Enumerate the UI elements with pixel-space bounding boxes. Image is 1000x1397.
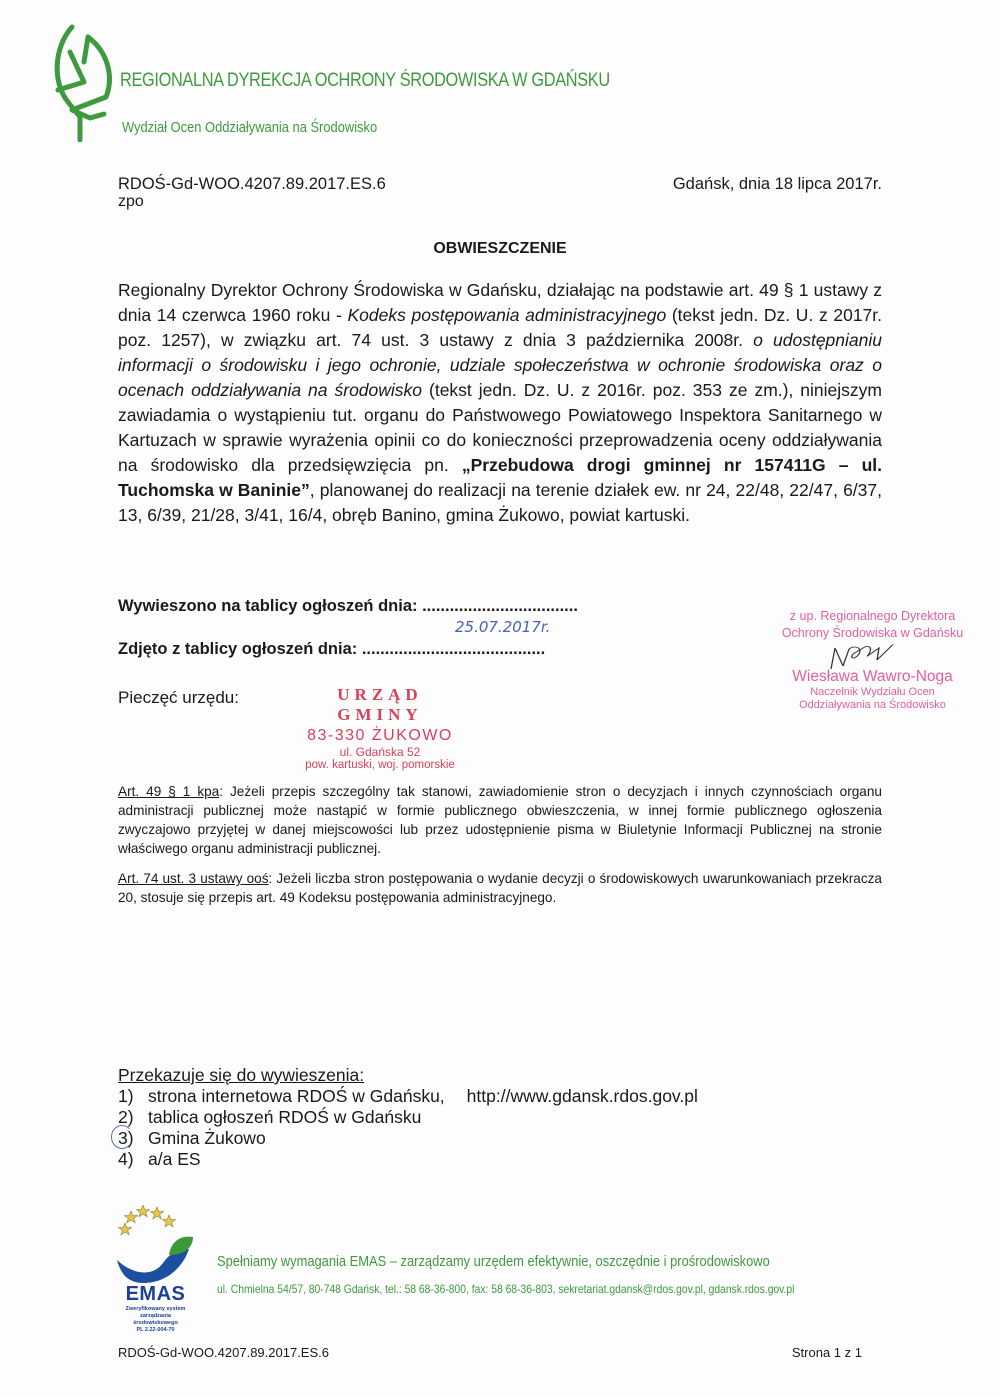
office-stamp-line3: ul. Gdańska 52 <box>339 745 421 759</box>
distribution-item <box>118 1086 698 1107</box>
emas-badge <box>113 1283 198 1334</box>
distribution-item <box>118 1149 698 1170</box>
body-italic-kpa: Kodeks postępowania administracyjnego <box>347 305 667 325</box>
distribution-item <box>118 1128 698 1149</box>
distribution-item <box>118 1107 698 1128</box>
body-text-3: (tekst jedn. Dz. U. z 2016r. poz. 353 ze zm.), niniejszym zawiadamia o wystąpieniu tut. organu do Państwowego Powiatowego Inspektora Sanitarnego w Kartuzach w sprawie wyrażenia opinii co do konieczności przeprowadzenia oceny oddziaływania na środowisko dla przedsięwzięcia pn. <box>118 380 882 475</box>
body-text-1: Regionalny Dyrektor Ochrony Środowiska w Gdańsku, działając na podstawie art. 49 § 1 ustawy z dnia 14 czerwca 1960 roku - <box>118 280 882 325</box>
handwritten-signature <box>823 642 913 672</box>
office-stamp-line2: 83-330 ŻUKOWO <box>307 727 453 744</box>
distribution-item-text: Gmina Żukowo <box>148 1128 266 1148</box>
star-icon <box>137 1205 150 1217</box>
body-text-2: (tekst jedn. Dz. U. z 2017r. poz. 1257), w związku art. 74 ust. 3 ustawy z dnia 3 października 2008r. <box>118 305 883 350</box>
star-icon <box>151 1207 164 1219</box>
office-stamp-line1: URZĄD GMINY <box>337 685 423 724</box>
signatory-name: Wiesława Wawro-Noga <box>792 668 953 685</box>
legal-note-oos-text: : Jeżeli liczba stron postępowania o wydanie decyzji o środowiskowych uwarunkowaniach przekracza 20, stosuje się przepis art. 49 Kodeksu postępowania administracyjnego. <box>118 871 882 905</box>
star-icon <box>125 1211 138 1223</box>
distribution-item-number: 1) <box>118 1086 134 1106</box>
distribution-item-number: 2) <box>118 1107 134 1127</box>
star-icon <box>163 1215 176 1227</box>
signature-stamp-line2: Ochrony Środowiska w Gdańsku <box>781 626 964 640</box>
emas-sub-2: zarządzania <box>140 1313 171 1319</box>
distribution-item-text: tablica ogłoszeń RDOŚ w Gdańsku <box>148 1107 422 1127</box>
legal-note-kpa <box>118 782 882 858</box>
project-name: „Przebudowa drogi gminnej nr 157411G – ul. Tuchomska w Baninie” <box>118 455 882 500</box>
page-number: Strona 1 z 1 <box>791 1345 862 1360</box>
emas-sub-4: PL 2.22-004-70 <box>136 1327 175 1333</box>
organization-name: REGIONALNA DYREKCJA OCHRONY ŚRODOWISKA W GDAŃSKU <box>120 70 610 91</box>
signatory-position-2: Oddziaływania na Środowisko <box>799 699 946 711</box>
leaf-icon <box>50 22 120 142</box>
distribution-list <box>118 1065 698 1170</box>
reference-number: RDOŚ-Gd-WOO.4207.89.2017.ES.6 <box>118 175 386 193</box>
removed-date-line: Zdjęto z tablicy ogłoszeń dnia: ........................................ <box>118 640 546 658</box>
distribution-item-text: a/a ES <box>148 1149 201 1169</box>
footer-reference: RDOŚ-Gd-WOO.4207.89.2017.ES.6 <box>118 1345 329 1360</box>
signatory-position-1: Naczelnik Wydziału Ocen <box>810 686 935 698</box>
body-paragraph <box>118 278 882 528</box>
contact-address: ul. Chmielna 54/57, 80-748 Gdańsk, tel.: 58 68-36-800, fax: 58 68-36-803, sekretariat.gdansk@rdos.gov.pl, gdansk.rdos.gov.pl <box>217 1282 795 1296</box>
emas-slogan: Spełniamy wymagania EMAS – zarządzamy urzędem efektywnie, oszczędnie i prośrodowiskowo <box>217 1253 770 1270</box>
star-icon <box>119 1223 132 1235</box>
department-name: Wydział Ocen Oddziaływania na Środowisko <box>122 119 378 136</box>
place-date: Gdańsk, dnia 18 lipca 2017r. <box>672 175 882 193</box>
emas-sub-3: środowiskowego <box>133 1320 178 1326</box>
signature-stamp-line1: z up. Regionalnego Dyrektora <box>789 609 956 623</box>
office-stamp <box>290 685 470 771</box>
emas-sub-1: Zweryfikowany system <box>125 1306 186 1312</box>
legal-note-oos-ref: Art. 74 ust. 3 ustawy ooś <box>118 871 269 886</box>
legal-note-kpa-text: : Jeżeli przepis szczególny tak stanowi, zawiadomienie stron o decyzjach i innych czynnościach organu administracji publicznej może nastąpić w formie publicznego obwieszczenia, w innej formie publicznego ogłoszenia zwyczajowo przyjętej w danej miejscowości lub przez udostępnienie pisma w Biuletynie Informacji Publicznej na stronie właściwego organu administracji publicznej. <box>118 784 882 856</box>
handwritten-posted-date: 25.07.2017r. <box>455 618 551 636</box>
emas-title: EMAS <box>125 1283 186 1305</box>
office-stamp-label: Pieczęć urzędu: <box>118 688 239 707</box>
distribution-heading: Przekazuje się do wywieszenia: <box>118 1065 365 1085</box>
handwritten-circle-mark <box>111 1125 133 1149</box>
document-title: OBWIESZCZENIE <box>433 240 567 257</box>
distribution-item-url[interactable]: http://www.gdansk.rdos.gov.pl <box>466 1086 698 1106</box>
legal-note-oos <box>118 869 882 907</box>
office-stamp-line4: pow. kartuski, woj. pomorskie <box>305 759 455 771</box>
distribution-item-number: 4) <box>118 1149 134 1169</box>
distribution-item-text: strona internetowa RDOŚ w Gdańsku, <box>148 1086 445 1106</box>
posted-date-line: Wywieszono na tablicy ogłoszeń dnia: .................................. <box>118 597 578 615</box>
distribution-item-number: 3) <box>118 1128 134 1148</box>
legal-note-kpa-ref: Art. 49 § 1 kpa <box>118 784 220 799</box>
body-text-4: , planowanej do realizacji na terenie działek ew. nr 24, 22/48, 22/47, 6/37, 13, 6/39, 21/28, 3/41, 16/4, obręb Banino, gmina Żukowo, powiat kartuski. <box>118 480 882 525</box>
initials: zpo <box>118 193 144 210</box>
body-italic-act: o udostępnianiu informacji o środowisku i jego ochronie, udziale społeczeństwa w ochronie środowiska oraz o ocenach oddziaływania na środowisko <box>118 330 882 400</box>
